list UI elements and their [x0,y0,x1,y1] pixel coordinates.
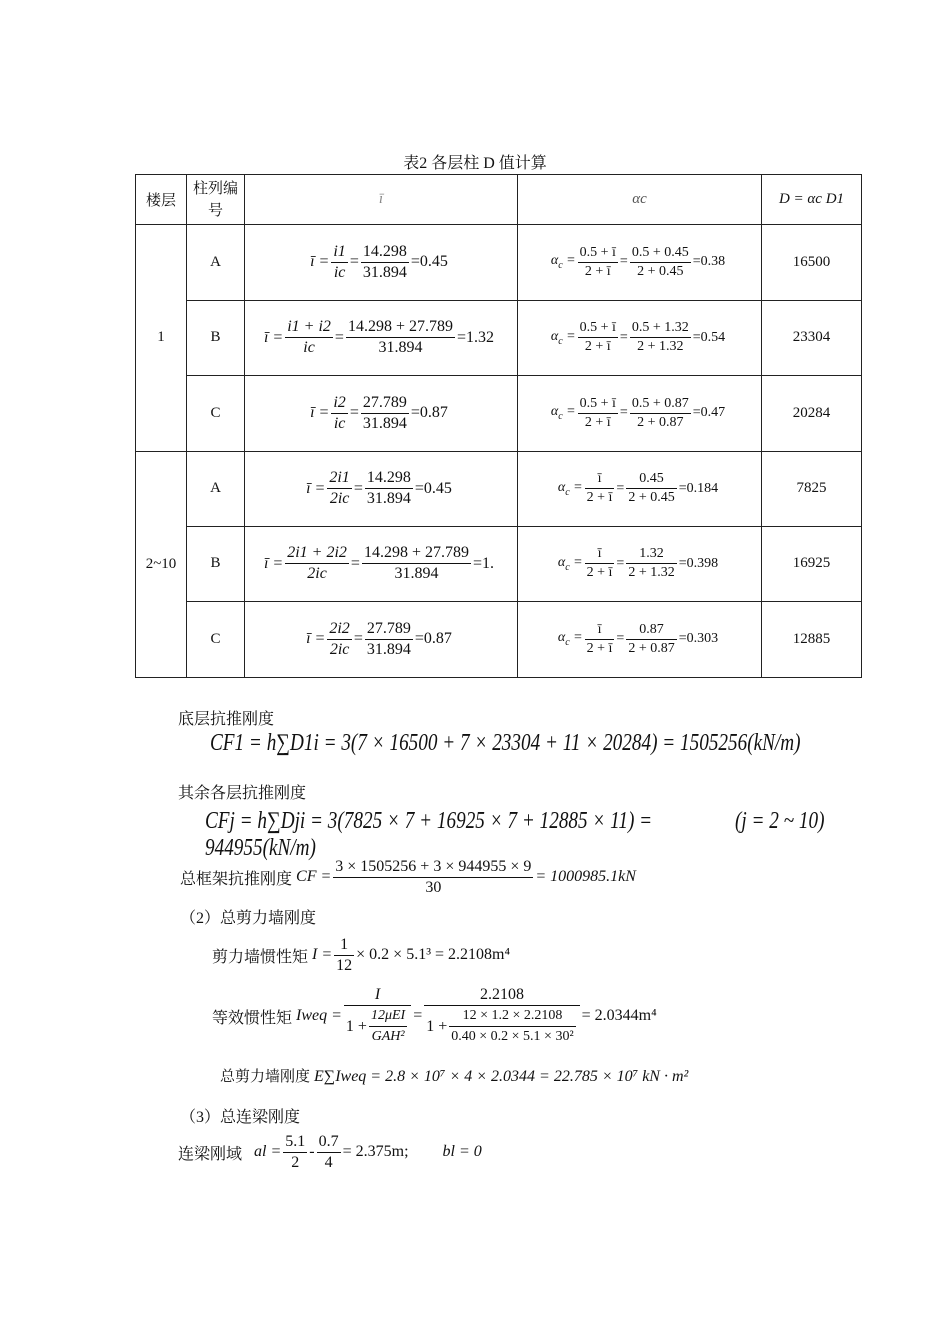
header-floor: 楼层 [136,175,187,225]
column-id-cell: C [187,602,245,678]
floor-cell: 1 [136,225,187,452]
i-bar-formula-cell: ī = $\frac{i2}{ic}$ = $\frac{27.789}{31.894}$ =0.87 [245,376,518,452]
column-id-cell: C [187,376,245,452]
section-3-heading: （3）总连梁刚度 [180,1109,301,1126]
column-id-cell: A [187,451,245,526]
d-value-cell: 12885 [762,602,862,678]
beam-rigid-zone: 连梁刚域 al = $\frac{5.1}{2}$ - $\frac{0.7}{4}$ = 2.375m; bl = 0 [178,1132,482,1171]
other-stiffness-formula: CFj = h∑Dji = 3(7825 × 7 + 16925 × 7 + 12885 × 11) = 944955(kN/m) [205,808,653,861]
table-row [136,376,862,452]
alpha-formula-cell: $\alpha_c$ = $\frac{0.5 + ī}{2 + ī}$ = $\frac{0.5 + 0.45}{2 + 0.45}$ =0.38 [518,225,762,301]
table-header-row [136,175,862,225]
d-value-table [135,174,862,678]
total-wall-stiffness: 总剪力墙刚度 E∑Iweq = 2.8 × 10⁷ × 4 × 2.0344 = 22.785 × 10⁷ kN · m² [220,1068,689,1085]
i-bar-formula-cell: ī = $\frac{i1 + i2}{ic}$ = $\frac{14.298 + 27.789}{31.894}$ =1.32 [245,300,518,376]
other-stiffness-range: (j = 2 ~ 10) [735,808,825,834]
column-id-cell: B [187,526,245,602]
header-d: D = αc D1 [762,175,862,225]
alpha-formula-cell: $\alpha_c$ = $\frac{ī}{2 + ī}$ = $\frac{1.32}{2 + 1.32}$ =0.398 [518,526,762,602]
table-caption: 表2 各层柱 D 值计算 [403,155,547,172]
i-bar-formula-cell: ī = $\frac{i1}{ic}$ = $\frac{14.298}{31.894}$ =0.45 [245,225,518,301]
equivalent-inertia: 等效惯性矩 Iweq = I 1 + $\frac{\text{12μEI}}{\text{GAH²}}$ = 2.2108 1 + $\frac{12 \times 1.2 \times 2.2108}{\text{0.40 × 0.2 × 5.1 × 30²}}$ = 2.0344m⁴ [212,986,657,1044]
d-value-cell: 16925 [762,526,862,602]
column-id-cell: B [187,300,245,376]
table-row [136,451,862,526]
wall-inertia: 剪力墙惯性矩 I = $\frac{1}{12}$ × 0.2 × 5.1³ = 2.2108m⁴ [212,935,511,974]
alpha-formula-cell: $\alpha_c$ = $\frac{0.5 + ī}{2 + ī}$ = $\frac{0.5 + 1.32}{2 + 1.32}$ =0.54 [518,300,762,376]
header-column: 柱列编号 [187,175,245,225]
other-stiffness-label: 其余各层抗推刚度 [178,785,307,802]
table-row [136,300,862,376]
d-value-cell: 16500 [762,225,862,301]
i-bar-formula-cell: ī = $\frac{2i1 + 2i2}{2ic}$ = $\frac{14.298 + 27.789}{31.894}$ =1. [245,526,518,602]
table-row [136,526,862,602]
bottom-stiffness-label: 底层抗推刚度 [178,711,275,728]
bottom-stiffness-formula: CF1 = h∑D1i = 3(7 × 16500 + 7 × 23304 + 11 × 20284) = 1505256(kN/m) [210,730,801,756]
i-bar-formula-cell: ī = $\frac{2i1}{2ic}$ = $\frac{14.298}{31.894}$ =0.45 [245,451,518,526]
section-2-heading: （2）总剪力墙刚度 [180,910,317,927]
header-alpha: αc [518,175,762,225]
alpha-formula-cell: $\alpha_c$ = $\frac{0.5 + ī}{2 + ī}$ = $\frac{0.5 + 0.87}{2 + 0.87}$ =0.47 [518,376,762,452]
table-row [136,225,862,301]
d-value-cell: 23304 [762,300,862,376]
alpha-formula-cell: $\alpha_c$ = $\frac{ī}{2 + ī}$ = $\frac{0.45}{2 + 0.45}$ =0.184 [518,451,762,526]
floor-cell: 2~10 [136,451,187,677]
table-row [136,602,862,678]
alpha-formula-cell: $\alpha_c$ = $\frac{ī}{2 + ī}$ = $\frac{0.87}{2 + 0.87}$ =0.303 [518,602,762,678]
header-i: ī [245,175,518,225]
i-bar-formula-cell: ī = $\frac{2i2}{2ic}$ = $\frac{27.789}{31.894}$ =0.87 [245,602,518,678]
column-id-cell: A [187,225,245,301]
d-value-cell: 7825 [762,451,862,526]
total-frame-stiffness: 总框架抗推刚度 CF = $\frac{3 \times 1505256 + 3 \times 944955 \times 9}{30}$ = 1000985.1kN [180,857,636,896]
d-value-cell: 20284 [762,376,862,452]
